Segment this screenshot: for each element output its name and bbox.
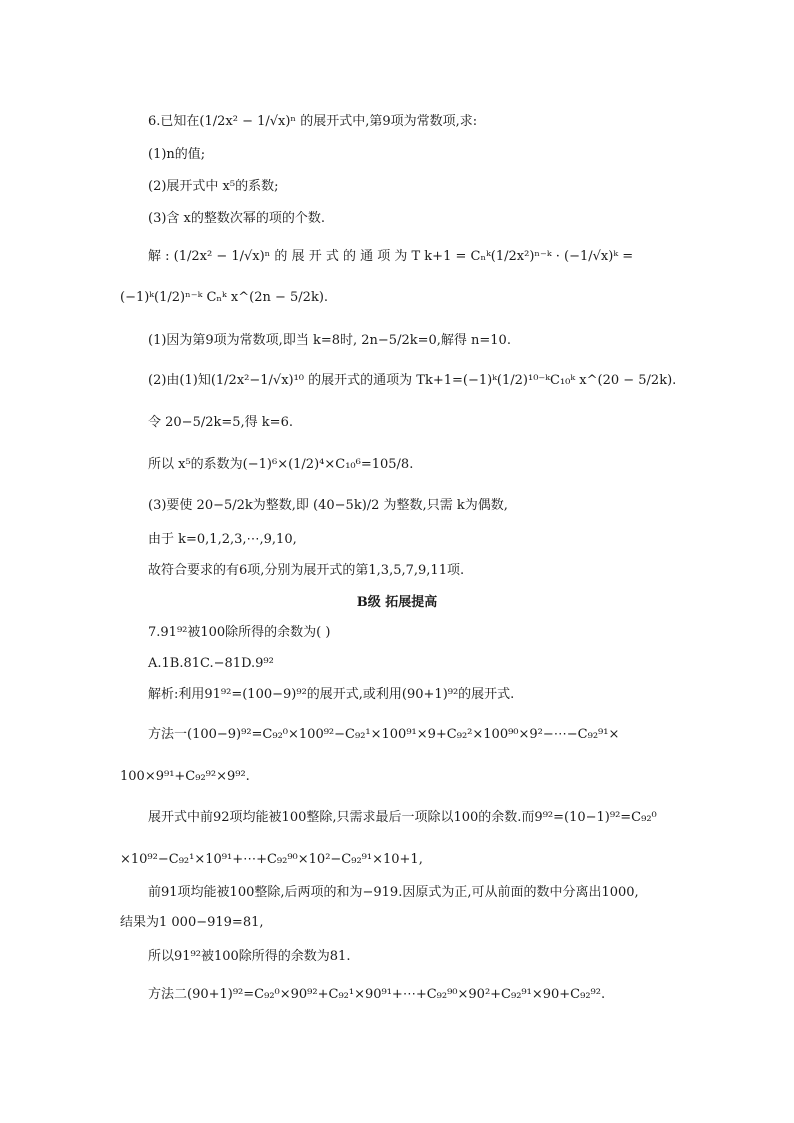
problem6-q3: (3)含 x的整数次幂的项的个数. <box>148 211 326 226</box>
problem7-paragraph1-cont: ×10⁹²−C₉₂¹×10⁹¹+⋯+C₉₂⁹⁰×10²−C₉₂⁹¹×10+1, <box>120 852 423 867</box>
section-b-title: B级 拓展提高 <box>356 595 438 610</box>
solution6-step2b: 令 20−5/2k=5,得 k=6. <box>148 415 293 430</box>
problem7-options: A.1B.81C.−81D.9⁹² <box>148 656 274 671</box>
solution6-general-term-cont: (−1)ᵏ(1/2)ⁿ⁻ᵏ Cₙᵏ x^(2n − 5/2k). <box>120 290 329 305</box>
solution6-step1: (1)因为第9项为常数项,即当 k=8时, 2n−5/2k=0,解得 n=10. <box>148 333 511 348</box>
problem7-method2: 方法二(90+1)⁹²=C₉₂⁰×90⁹²+C₉₂¹×90⁹¹+⋯+C₉₂⁹⁰×90²+C₉₂⁹¹×90+C₉₂⁹². <box>148 987 606 1002</box>
solution6-general-term: 解 : (1/2x² − 1/√x)ⁿ 的 展 开 式 的 通 项 为 T k+1 = Cₙᵏ(1/2x²)ⁿ⁻ᵏ · (−1/√x)ᵏ = <box>148 249 634 264</box>
solution6-step3: (3)要使 20−5/2k为整数,即 (40−5k)/2 为整数,只需 k为偶数, <box>148 498 508 513</box>
solution6-step3c: 故符合要求的有6项,分别为展开式的第1,3,5,7,9,11项. <box>148 563 465 578</box>
solution6-step2c: 所以 x⁵的系数为(−1)⁶×(1/2)⁴×C₁₀⁶=105/8. <box>148 457 414 472</box>
problem6-q1: (1)n的值; <box>148 147 206 162</box>
problem7-paragraph2-cont: 结果为1 000−919=81, <box>120 915 264 930</box>
problem7-paragraph3: 所以91⁹²被100除所得的余数为81. <box>148 949 351 964</box>
problem7-analysis: 解析:利用91⁹²=(100−9)⁹²的展开式,或利用(90+1)⁹²的展开式. <box>148 687 515 702</box>
problem6-stem: 6.已知在(1/2x² − 1/√x)ⁿ 的展开式中,第9项为常数项,求: <box>148 114 478 129</box>
problem7-method1-cont: 100×9⁹¹+C₉₂⁹²×9⁹². <box>120 769 250 784</box>
solution6-step2: (2)由(1)知(1/2x²−1/√x)¹⁰ 的展开式的通项为 Tk+1=(−1)ᵏ(1/2)¹⁰⁻ᵏC₁₀ᵏ x^(20 − 5/2k). <box>148 373 677 388</box>
problem6-q2: (2)展开式中 x⁵的系数; <box>148 179 279 194</box>
problem7-method1: 方法一(100−9)⁹²=C₉₂⁰×100⁹²−C₉₂¹×100⁹¹×9+C₉₂²×100⁹⁰×9²−⋯−C₉₂⁹¹× <box>148 727 620 742</box>
solution6-step3b: 由于 k=0,1,2,3,⋯,9,10, <box>148 532 297 547</box>
problem7-stem: 7.91⁹²被100除所得的余数为( ) <box>148 625 331 640</box>
problem7-paragraph1: 展开式中前92项均能被100整除,只需求最后一项除以100的余数.而9⁹²=(10−1)⁹²=C₉₂⁰ <box>148 810 657 825</box>
problem7-paragraph2: 前91项均能被100整除,后两项的和为−919.因原式为正,可从前面的数中分离出1000, <box>148 885 639 900</box>
